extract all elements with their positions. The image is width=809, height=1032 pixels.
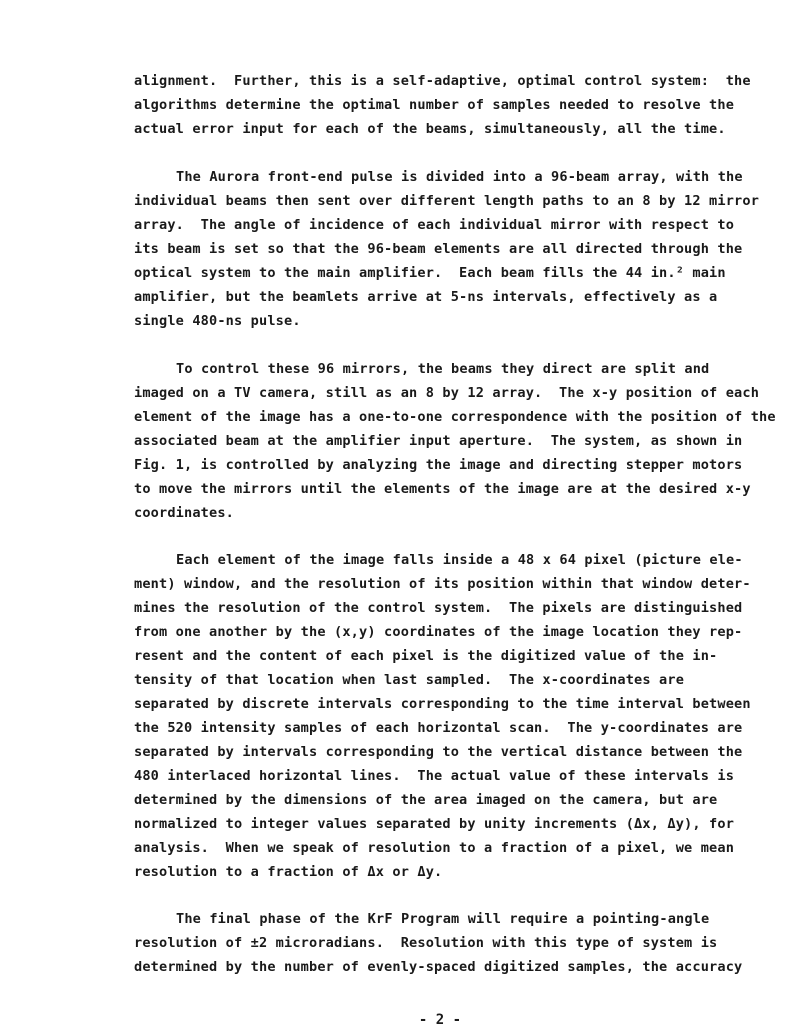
text-line: alignment. Further, this is a self-adaptive, optimal control system: the: [134, 73, 751, 89]
text-line: optical system to the main amplifier. Each beam fills the 44 in.² main: [134, 265, 726, 281]
text-line: The Aurora front-end pulse is divided into a 96-beam array, with the: [176, 169, 743, 185]
text-line: Each element of the image falls inside a 48 x 64 pixel (picture ele-: [176, 552, 743, 568]
text-line: 480 interlaced horizontal lines. The actual value of these intervals is: [134, 768, 735, 784]
text-line: array. The angle of incidence of each individual mirror with respect to: [134, 217, 735, 233]
text-line: ment) window, and the resolution of its position within that window deter-: [134, 576, 751, 592]
text-line: single 480-ns pulse.: [134, 313, 301, 329]
text-line: individual beams then sent over different length paths to an 8 by 12 mirror: [134, 193, 760, 209]
text-line: resent and the content of each pixel is the digitized value of the in-: [134, 648, 718, 664]
text-line: from one another by the (x,y) coordinates of the image location they rep-: [134, 624, 743, 640]
text-line: resolution to a fraction of Δx or Δy.: [134, 864, 443, 880]
text-line: algorithms determine the optimal number of samples needed to resolve the: [134, 97, 735, 113]
text-line: to move the mirrors until the elements of the image are at the desired x-y: [134, 481, 751, 497]
text-line: analysis. When we speak of resolution to a fraction of a pixel, we mean: [134, 840, 735, 856]
text-line: mines the resolution of the control system. The pixels are distinguished: [134, 600, 743, 616]
text-line: associated beam at the amplifier input aperture. The system, as shown in: [134, 433, 743, 449]
text-line: coordinates.: [134, 505, 235, 521]
text-line: the 520 intensity samples of each horizontal scan. The y-coordinates are: [134, 720, 743, 736]
page-number: - 2 -: [418, 1012, 462, 1028]
text-line: normalized to integer values separated by unity increments (Δx, Δy), for: [134, 816, 735, 832]
text-line: tensity of that location when last sampled. The x-coordinates are: [134, 672, 685, 688]
text-line: amplifier, but the beamlets arrive at 5-ns intervals, effectively as a: [134, 289, 718, 305]
text-line: separated by discrete intervals corresponding to the time interval between: [134, 696, 751, 712]
text-line: separated by intervals corresponding to the vertical distance between the: [134, 744, 743, 760]
text-line: element of the image has a one-to-one correspondence with the position of the: [134, 409, 776, 425]
text-line: determined by the number of evenly-spaced digitized samples, the accuracy: [134, 959, 743, 975]
text-line: its beam is set so that the 96-beam elements are all directed through the: [134, 241, 743, 257]
text-line: imaged on a TV camera, still as an 8 by 12 array. The x-y position of each: [134, 385, 760, 401]
text-line: The final phase of the KrF Program will require a pointing-angle: [176, 911, 710, 927]
text-line: Fig. 1, is controlled by analyzing the image and directing stepper motors: [134, 457, 743, 473]
text-line: determined by the dimensions of the area imaged on the camera, but are: [134, 792, 718, 808]
text-line: actual error input for each of the beams, simultaneously, all the time.: [134, 121, 726, 137]
text-line: resolution of ±2 microradians. Resolution with this type of system is: [134, 935, 718, 951]
text-line: To control these 96 mirrors, the beams they direct are split and: [176, 361, 710, 377]
